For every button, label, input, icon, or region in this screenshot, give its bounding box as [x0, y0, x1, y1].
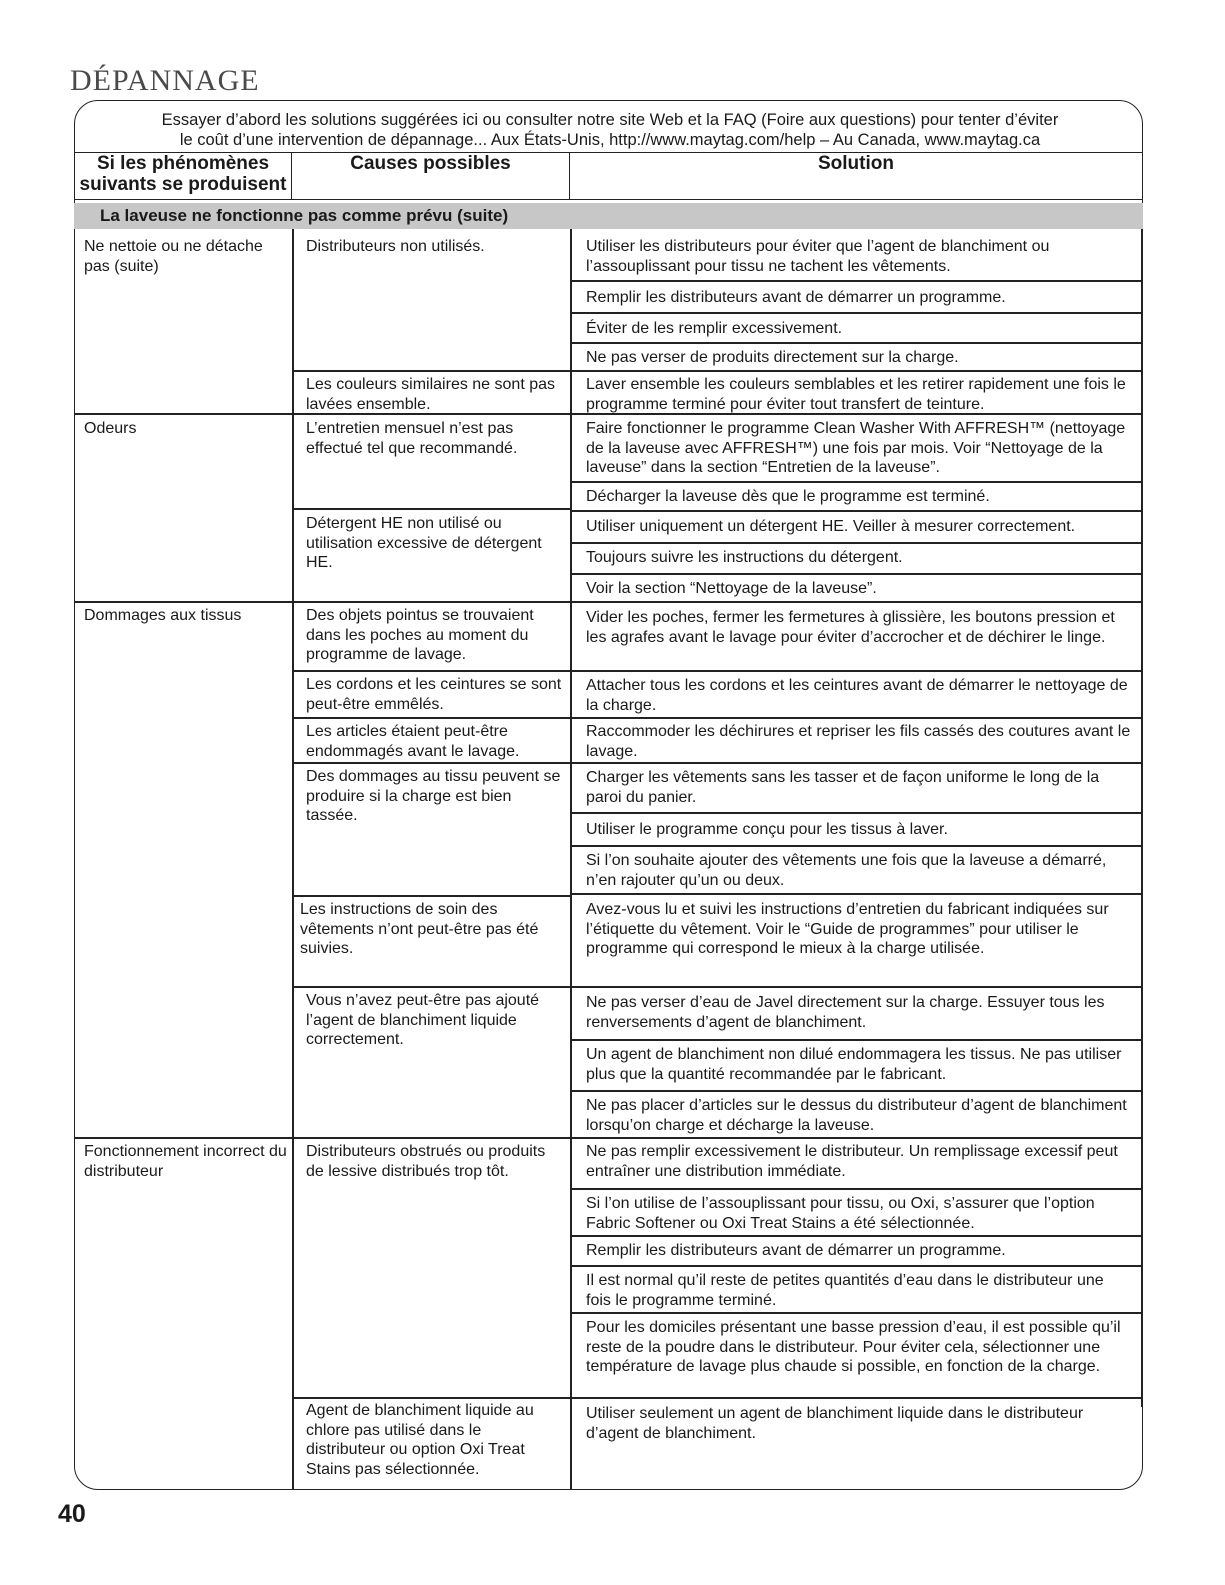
- solution-cell: Avez-vous lu et suivi les instructions d’entretien du fabricant indiquées sur l’étiquette du vêtement. Voir le “Guide de programmes” pour utiliser le programme qui correspond le mieux à la charge utilisée.: [586, 901, 1109, 957]
- cause-divider: [292, 413, 570, 415]
- cause-divider: [292, 717, 570, 719]
- cause-cell: Des objets pointus se trouvaient dans les poches au moment du programme de lavage.: [306, 607, 534, 663]
- cause-divider: [292, 370, 570, 372]
- solution-divider: [570, 342, 1141, 344]
- symptom-cell: Dommages aux tissus: [84, 607, 242, 624]
- symptom-cell: Odeurs: [84, 420, 137, 437]
- solution-cell: Si l’on utilise de l’assouplissant pour tissu, ou Oxi, s’assurer que l’option Fabric Softener ou Oxi Treat Stains a été sélectionnée.: [586, 1195, 1095, 1232]
- solution-cell: Remplir les distributeurs avant de démarrer un programme.: [586, 1242, 1006, 1259]
- solution-cell: Utiliser uniquement un détergent HE. Veiller à mesurer correctement.: [586, 518, 1076, 535]
- solution-cell: Ne pas verser d’eau de Javel directement sur la charge. Essuyer tous les renversements d’agent de blanchiment.: [586, 994, 1105, 1031]
- cause-cell: Les couleurs similaires ne sont pas lavées ensemble.: [306, 376, 556, 413]
- cause-divider: [292, 762, 570, 764]
- header-causes: Causes possibles: [292, 152, 570, 200]
- solution-divider: [570, 542, 1141, 544]
- solution-cell: Ne pas placer d’articles sur le dessus du distributeur d’agent de blanchiment lorsqu’on charge et décharge la laveuse.: [586, 1097, 1127, 1134]
- cause-cell: Vous n’avez peut-être pas ajouté l’agent de blanchiment liquide correctement.: [306, 992, 540, 1048]
- solution-cell: Utiliser le programme conçu pour les tissus à laver.: [586, 821, 948, 838]
- solution-divider: [570, 573, 1141, 575]
- solution-cell: Laver ensemble les couleurs semblables et les retirer rapidement une fois le programme terminé pour éviter tout transfert de teinture.: [586, 376, 1126, 413]
- cause-cell: L’entretien mensuel n’est pas effectué tel que recommandé.: [306, 420, 518, 457]
- solution-cell: Ne pas remplir excessivement le distributeur. Un remplissage excessif peut entraîner une distribution immédiate.: [586, 1143, 1118, 1180]
- solution-divider: [570, 762, 1141, 764]
- solution-cell: Voir la section “Nettoyage de la laveuse”.: [586, 580, 877, 597]
- solution-cell: Si l’on souhaite ajouter des vêtements une fois que la laveuse a démarré, n’en rajouter qu’un ou deux.: [586, 852, 1107, 889]
- solution-cell: Toujours suivre les instructions du détergent.: [586, 549, 903, 566]
- solution-divider: [570, 1188, 1141, 1190]
- solution-cell: Éviter de les remplir excessivement.: [586, 320, 843, 337]
- solution-divider: [570, 812, 1141, 814]
- solution-divider: [570, 510, 1141, 512]
- symptom-divider: [74, 413, 292, 415]
- solution-cell: Un agent de blanchiment non dilué endommagera les tissus. Ne pas utiliser plus que la quantité recommandée par le fabricant.: [586, 1046, 1122, 1083]
- solution-divider: [570, 280, 1141, 282]
- intro-line-1: Essayer d’abord les solutions suggérées ici ou consulter notre site Web et la FAQ (Foire aux questions) pour tenter d’éviter: [161, 111, 1059, 129]
- cause-divider: [292, 670, 570, 672]
- solution-divider: [570, 481, 1141, 483]
- solution-divider: [570, 370, 1141, 372]
- cause-cell: Distributeurs obstrués ou produits de lessive distribués trop tôt.: [306, 1143, 546, 1180]
- cause-divider: [292, 1137, 570, 1139]
- column-divider-1: [292, 229, 294, 1490]
- solution-cell: Raccommoder les déchirures et repriser les fils cassés des coutures avant le lavage.: [586, 723, 1131, 760]
- solution-divider: [570, 1265, 1141, 1267]
- solution-cell: Remplir les distributeurs avant de démarrer un programme.: [586, 289, 1006, 306]
- solution-cell: Utiliser les distributeurs pour éviter que l’agent de blanchiment ou l’assouplissant pour tissu ne tachent les vêtements.: [586, 238, 1050, 275]
- symptom-cell: Fonctionnement incorrect du distributeur: [84, 1143, 287, 1180]
- solution-cell: Utiliser seulement un agent de blanchiment liquide dans le distributeur d’agent de blanchiment.: [586, 1405, 1084, 1442]
- solution-divider: [570, 845, 1141, 847]
- solution-divider: [570, 1235, 1141, 1237]
- page-number: 40: [58, 1500, 86, 1528]
- cause-divider: [292, 1397, 570, 1399]
- cause-divider: [292, 508, 570, 510]
- cause-cell: Les cordons et les ceintures se sont peut-être emmêlés.: [306, 676, 562, 713]
- solution-cell: Charger les vêtements sans les tasser et de façon uniforme le long de la paroi du panier.: [586, 769, 1100, 806]
- cause-cell: Agent de blanchiment liquide au chlore pas utilisé dans le distributeur ou option Oxi Treat Stains pas sélectionnée.: [306, 1402, 534, 1478]
- solution-divider: [570, 1039, 1141, 1041]
- section-title: La laveuse ne fonctionne pas comme prévu (suite): [74, 203, 1143, 229]
- header-solution: Solution: [570, 152, 1143, 200]
- page-title: DÉPANNAGE: [70, 64, 260, 97]
- cause-cell: Les instructions de soin des vêtements n’ont peut-être pas été suivies.: [300, 901, 539, 957]
- header-symptoms: Si les phénomènes suivants se produisent: [74, 152, 292, 200]
- solution-divider: [570, 1312, 1141, 1314]
- solution-divider: [570, 986, 1141, 988]
- column-divider-2: [570, 229, 572, 1490]
- solution-cell: Pour les domiciles présentant une basse pression d’eau, il est possible qu’il reste de la poudre dans le distributeur. Pour éviter cela, sélectionner une température de lavage plus chaude si possible, en fonction de la charge.: [586, 1319, 1121, 1375]
- solution-divider: [570, 312, 1141, 314]
- solution-cell: Vider les poches, fermer les fermetures à glissière, les boutons pression et les agrafes avant le lavage pour éviter d’accrocher et de déchirer le linge.: [586, 609, 1115, 646]
- solution-divider: [570, 601, 1141, 603]
- cause-cell: Détergent HE non utilisé ou utilisation excessive de détergent HE.: [306, 515, 542, 571]
- solution-divider: [570, 717, 1141, 719]
- solution-cell: Faire fonctionner le programme Clean Washer With AFFRESH™ (nettoyage de la laveuse avec AFFRESH™) une fois par mois. Voir “Nettoyage de la laveuse” dans la section “Entretien de la laveuse”.: [586, 420, 1126, 476]
- symptom-cell: Ne nettoie ou ne détache pas (suite): [84, 238, 263, 275]
- solution-cell: Ne pas verser de produits directement sur la charge.: [586, 349, 959, 366]
- intro-line-2: le coût d’une intervention de dépannage... Aux États-Unis, http://www.maytag.com/help – Au Canada, www.maytag.ca: [179, 131, 1041, 149]
- solution-divider: [570, 893, 1141, 895]
- solution-cell: Il est normal qu’il reste de petites quantités d’eau dans le distributeur une fois le programme terminé.: [586, 1272, 1104, 1309]
- column-divider-right: [1141, 229, 1143, 1407]
- solution-divider: [570, 1090, 1141, 1092]
- solution-divider: [570, 1137, 1141, 1139]
- cause-cell: Les articles étaient peut-être endommagés avant le lavage.: [306, 723, 520, 760]
- cause-cell: Des dommages au tissu peuvent se produire si la charge est bien tassée.: [306, 768, 561, 824]
- cause-divider: [292, 986, 570, 988]
- cause-cell: Distributeurs non utilisés.: [306, 238, 485, 255]
- solution-divider: [570, 670, 1141, 672]
- cause-divider: [292, 895, 570, 897]
- symptom-divider: [74, 1137, 292, 1139]
- solution-cell: Attacher tous les cordons et les ceintures avant de démarrer le nettoyage de la charge.: [586, 677, 1128, 714]
- solution-divider: [570, 1397, 1141, 1399]
- intro-text: [90, 110, 1130, 150]
- solution-cell: Décharger la laveuse dès que le programme est terminé.: [586, 488, 990, 505]
- symptom-divider: [74, 601, 292, 603]
- solution-divider: [570, 413, 1141, 415]
- cause-divider: [292, 601, 570, 603]
